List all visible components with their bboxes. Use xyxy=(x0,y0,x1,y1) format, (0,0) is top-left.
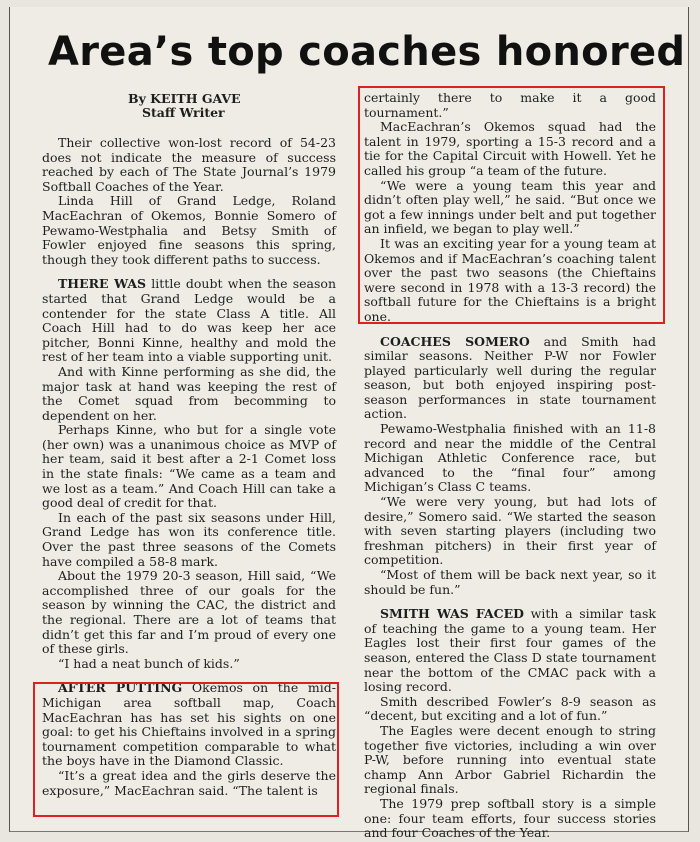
paragraph: About the 1979 20-3 season, Hill said, “We accomplished three of our goals for the season by winning the CAC, the district and the regional. There are a lot of teams that didn’t get this far and I’m proud of every one of these girls. xyxy=(42,568,336,657)
paragraph: In each of the past six seasons under Hill, Grand Ledge has won its conference title. Over the past three seasons of the Comets have compiled a 58-8 mark. xyxy=(42,509,336,569)
paragraph: The Eagles were decent enough to string together five victories, including a win over P-W, before running into eventual state champ Ann Arbor Gabriel Richardin the regional finals. xyxy=(364,722,656,797)
paragraph: MacEachran’s Okemos squad had the talent in 1979, sporting a 15-3 record and a tie for the Capital Circuit with Howell. Yet he called his group “a team of the future. xyxy=(364,119,656,178)
byline xyxy=(128,92,241,120)
highlight-box-left xyxy=(33,682,339,817)
headline: Area’s top coaches honored xyxy=(48,29,686,75)
paragraph: Smith described Fowler’s 8-9 season as “decent, but exciting and a lot of fun.” xyxy=(364,693,656,724)
paragraph: THERE WAS little doubt when the season started that Grand Ledge would be a contender for the state Class A title. All Coach Hill had to do was keep her ace pitcher, Bonni Kinne, healthy and mold the rest of her team into a viable supporting unit. xyxy=(42,276,336,365)
paragraph: And with Kinne performing as she did, the major task at hand was keeping the rest of the Comet squad from becomming to dependent on her. xyxy=(42,363,336,423)
byline-title: Staff Writer xyxy=(142,105,225,120)
paragraph: “I had a neat bunch of kids.” xyxy=(58,655,240,671)
paragraph: AFTER PUTTING Okemos on the mid-Michigan area softball map, Coach MacEachran has has set his sights on one goal: to get his Chieftains involved in a spring tournament competition comparable to what the boys have in the Diamond Classic. xyxy=(42,680,336,769)
paragraph: It was an exciting year for a young team at Okemos and if MacEachran’s coaching talent over the past two seasons (the Chieftains were second in 1978 with a 13-3 record) the softball future for the Chieftains is a bright one. xyxy=(364,235,656,324)
paragraph: COACHES SOMERO and Smith had similar seasons. Neither P-W nor Fowler played particularly well during the regular season, but both enjoyed inspiring post-season performances in state tournament action. xyxy=(364,333,656,422)
paragraph: “We were very young, but had lots of desire,” Somero said. “We started the season with seven starting players (including two freshman pitchers) in their first year of competition. xyxy=(364,494,656,568)
paragraph: certainly there to make it a good tournament.” xyxy=(364,90,656,120)
paragraph: “We were a young team this year and didn’t often play well,” he said. “But once we got a few innings under belt and put together an infield, we began to play well.” xyxy=(364,177,656,237)
paragraph: The 1979 prep softball story is a simple one: four team efforts, four success stories and four Coaches of the Year. xyxy=(364,795,656,841)
paragraph: Linda Hill of Grand Ledge, Roland MacEachran of Okemos, Bonnie Somero of Pewamo-Westphalia and Betsy Smith of Fowler enjoyed fine seasons this spring, though they took different paths to success. xyxy=(42,193,336,267)
paragraph: “Most of them will be back next year, so it should be fun.” xyxy=(364,567,656,597)
paragraph: Pewamo-Westphalia finished with an 11-8 record and near the middle of the Central Michigan Athletic Conference race, but advanced to the “final four” among Michigan’s Class C teams. xyxy=(364,421,656,495)
highlight-box-right xyxy=(358,86,665,324)
paragraph: SMITH WAS FACED with a similar task of teaching the game to a young team. Her Eagles lost their first four games of the season, entered the Class D state tournament near the bottom of the CMAC pack with a losing record. xyxy=(364,606,656,695)
paragraph: Their collective won-lost record of 54-23 does not indicate the measure of success reached by each of The State Journal’s 1979 Softball Coaches of the Year. xyxy=(42,135,336,194)
paragraph: “It’s a great idea and the girls deserve the exposure,” MacEachran said. “The talent is xyxy=(42,767,336,798)
byline-author: By KEITH GAVE xyxy=(128,91,241,106)
paragraph: Perhaps Kinne, who but for a single vote (her own) was a unanimous choice as MVP of her team, said it best after a 2-1 Comet loss in the state finals: “We came as a team and we lost as a team.” And Coach Hill can take a good deal of credit for that. xyxy=(42,422,336,511)
